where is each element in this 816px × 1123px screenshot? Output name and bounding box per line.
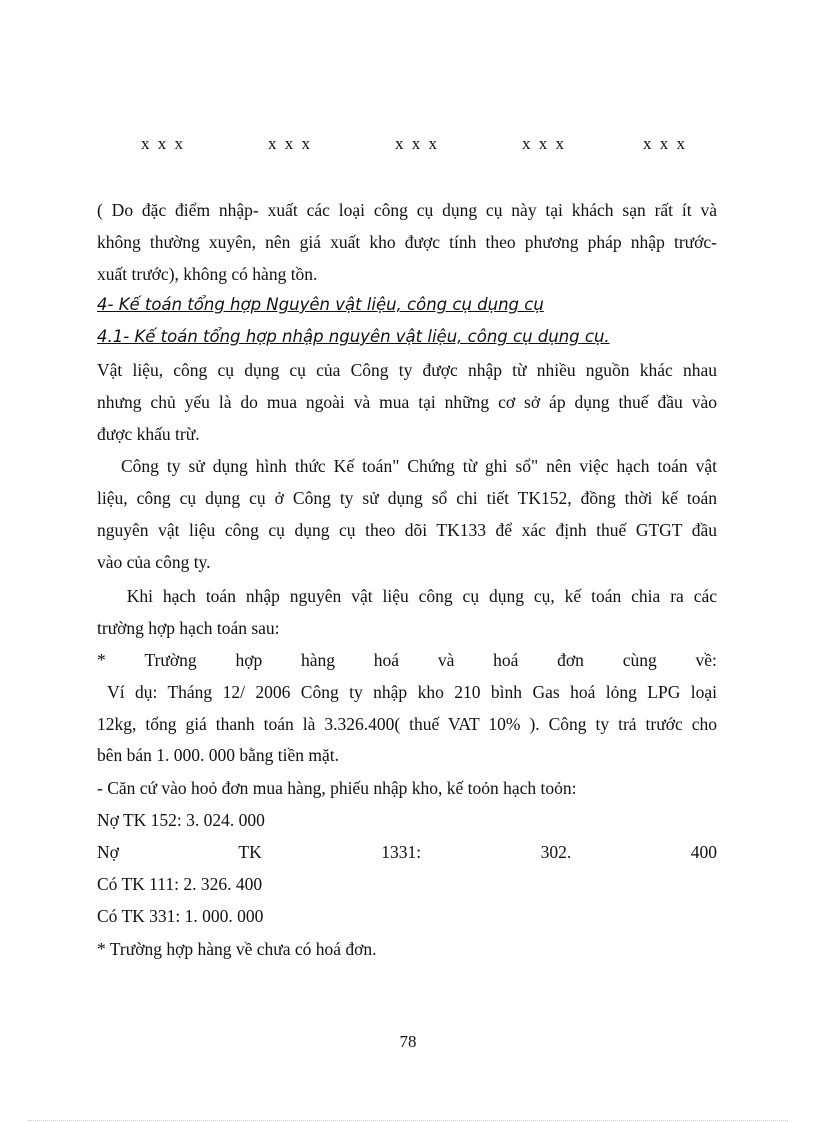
example-line-3: bên bán 1. 000. 000 bằng tiền mặt. xyxy=(97,745,340,765)
page-bottom-divider xyxy=(28,1120,788,1121)
example-line-1: Ví dụ: Tháng 12/ 2006 Công ty nhập kho 210 bình Gas hoá lỏng LPG loại xyxy=(97,682,717,702)
subsection-heading: 4.1- Kế toán tổng hợp nhập nguyên vật liệu, công cụ dụng cụ. xyxy=(97,327,610,346)
entry-word: 1331: xyxy=(381,842,422,862)
separator-mark: x x x xyxy=(643,134,687,153)
case1-word: hợp xyxy=(235,650,263,670)
section-heading: 4- Kế toán tổng hợp Nguyên vật liệu, công cụ dụng cụ xyxy=(97,295,544,314)
intro-line-3: xuất trước), không có hàng tồn. xyxy=(97,264,318,284)
basis-line: - Căn cứ vào hoỏ đơn mua hàng, phiếu nhập kho, kế toỏn hạch toỏn: xyxy=(97,778,577,798)
para2-line-1: Công ty sử dụng hình thức Kế toán" Chứng từ ghi sổ" nên việc hạch toán vật xyxy=(97,456,717,476)
entry-word: Nợ xyxy=(97,842,119,862)
para2-line-3: nguyên vật liệu công cụ dụng cụ theo dõi TK133 để xác định thuế GTGT đầu xyxy=(97,520,717,540)
page-number: 78 xyxy=(399,1032,417,1051)
separator-marks xyxy=(0,134,816,158)
case1-word: * xyxy=(97,650,106,670)
separator-mark: x x x xyxy=(395,134,439,153)
intro-line-2: không thường xuyên, nên giá xuất kho được tính theo phương pháp nhập trước- xyxy=(97,232,717,252)
separator-mark: x x x xyxy=(141,134,185,153)
case1-word: và xyxy=(437,650,455,670)
example-line-2: 12kg, tổng giá thanh toán là 3.326.400( thuế VAT 10% ). Công ty trả trước cho xyxy=(97,714,717,734)
case2-heading: * Trường hợp hàng về chưa có hoá đơn. xyxy=(97,939,377,959)
para2-line-2: liệu, công cụ dụng cụ ở Công ty sử dụng sổ chi tiết TK152, đồng thời kế toán xyxy=(97,488,717,508)
case1-word: hoá xyxy=(493,650,519,670)
journal-entry-credit-111: Có TK 111: 2. 326. 400 xyxy=(97,874,263,894)
para3-line-1: Khi hạch toán nhập nguyên vật liệu công cụ dụng cụ, kế toán chia ra các xyxy=(97,586,717,606)
journal-entry-credit-331: Có TK 331: 1. 000. 000 xyxy=(97,906,264,926)
para1-line-1: Vật liệu, công cụ dụng cụ của Công ty được nhập từ nhiều nguồn khác nhau xyxy=(97,360,717,380)
intro-line-1: ( Do đặc điểm nhập- xuất các loại công cụ dụng cụ này tại khách sạn rất ít và xyxy=(97,200,717,220)
entry-word: 302. xyxy=(540,842,572,862)
case1-heading xyxy=(97,647,717,673)
para1-line-2: nhưng chủ yếu là do mua ngoài và mua tại những cơ sở áp dụng thuế đầu vào xyxy=(97,392,717,412)
case1-word: hàng xyxy=(300,650,335,670)
para2-line-4: vào của công ty. xyxy=(97,552,211,572)
case1-word: cùng xyxy=(622,650,657,670)
journal-entry-debit-152: Nợ TK 152: 3. 024. 000 xyxy=(97,810,265,830)
case1-word: về: xyxy=(695,650,717,670)
para3-line-2: trường hợp hạch toán sau: xyxy=(97,618,280,638)
separator-mark: x x x xyxy=(268,134,312,153)
case1-word: Trường xyxy=(144,650,197,670)
case1-word: đơn xyxy=(557,650,584,670)
para1-line-3: được khấu trừ. xyxy=(97,424,200,444)
entry-word: TK xyxy=(238,842,262,862)
case1-word: hoá xyxy=(373,650,400,670)
separator-mark: x x x xyxy=(522,134,566,153)
entry-word: 400 xyxy=(690,842,717,862)
journal-entry-debit-1331 xyxy=(97,839,717,865)
